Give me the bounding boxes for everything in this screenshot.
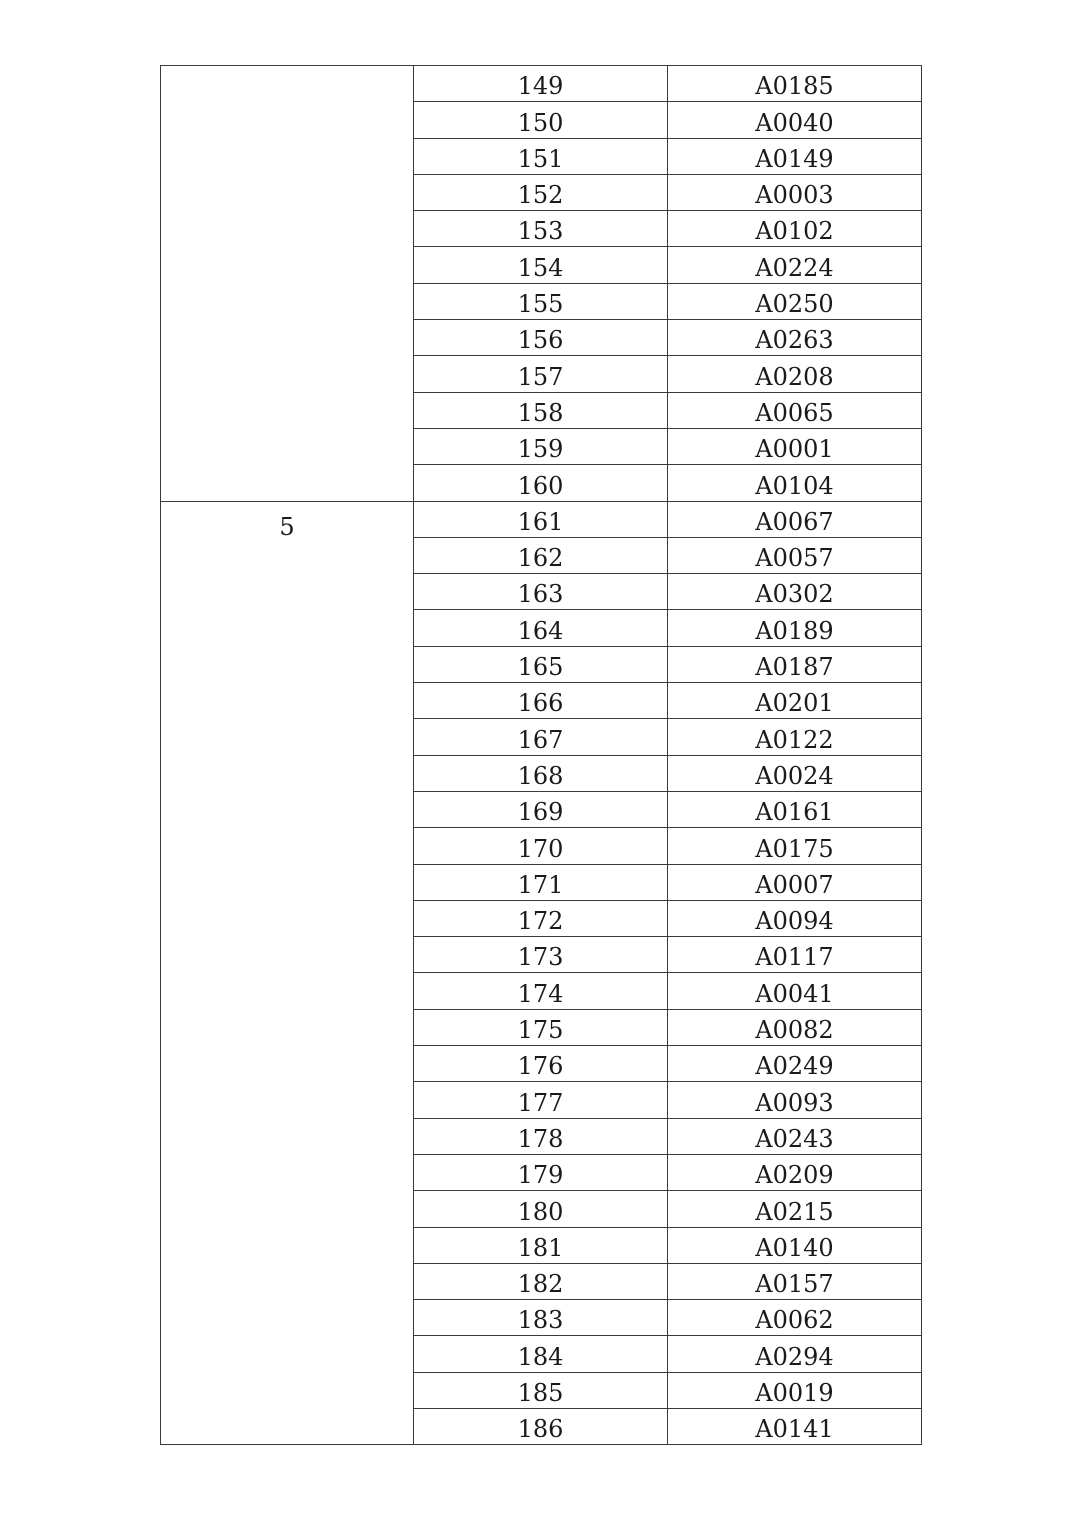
candidate-code-cell: A0209	[668, 1154, 922, 1190]
candidate-code-cell: A0041	[668, 973, 922, 1009]
sequence-number-cell: 155	[414, 283, 668, 319]
sequence-number-cell: 168	[414, 755, 668, 791]
sequence-number-cell: 149	[414, 66, 668, 102]
candidate-code-cell: A0062	[668, 1300, 922, 1336]
candidate-code-cell: A0263	[668, 320, 922, 356]
sequence-number-cell: 159	[414, 428, 668, 464]
sequence-number-cell: 180	[414, 1191, 668, 1227]
candidate-code-cell: A0065	[668, 392, 922, 428]
sequence-number-cell: 164	[414, 610, 668, 646]
candidate-code-cell: A0140	[668, 1227, 922, 1263]
candidate-code-cell: A0187	[668, 646, 922, 682]
sequence-number-cell: 161	[414, 501, 668, 537]
candidate-code-cell: A0019	[668, 1372, 922, 1408]
candidate-code-cell: A0003	[668, 174, 922, 210]
sequence-number-cell: 156	[414, 320, 668, 356]
sequence-number-cell: 176	[414, 1046, 668, 1082]
sequence-number-cell: 175	[414, 1009, 668, 1045]
candidate-code-cell: A0149	[668, 138, 922, 174]
sequence-number-cell: 150	[414, 102, 668, 138]
roster-table	[160, 65, 922, 1445]
table-row	[161, 66, 922, 102]
sequence-number-cell: 172	[414, 900, 668, 936]
candidate-code-cell: A0102	[668, 211, 922, 247]
candidate-code-cell: A0215	[668, 1191, 922, 1227]
sequence-number-cell: 151	[414, 138, 668, 174]
sequence-number-cell: 157	[414, 356, 668, 392]
candidate-code-cell: A0122	[668, 719, 922, 755]
sequence-number-cell: 179	[414, 1154, 668, 1190]
sequence-number-cell: 154	[414, 247, 668, 283]
group-cell	[161, 66, 414, 502]
candidate-code-cell: A0208	[668, 356, 922, 392]
sequence-number-cell: 160	[414, 465, 668, 501]
candidate-code-cell: A0175	[668, 828, 922, 864]
sequence-number-cell: 165	[414, 646, 668, 682]
candidate-code-cell: A0024	[668, 755, 922, 791]
sequence-number-cell: 171	[414, 864, 668, 900]
candidate-code-cell: A0294	[668, 1336, 922, 1372]
sequence-number-cell: 158	[414, 392, 668, 428]
group-cell: 5	[161, 501, 414, 1445]
sequence-number-cell: 166	[414, 683, 668, 719]
sequence-number-cell: 182	[414, 1263, 668, 1299]
candidate-code-cell: A0250	[668, 283, 922, 319]
sequence-number-cell: 170	[414, 828, 668, 864]
candidate-code-cell: A0161	[668, 791, 922, 827]
candidate-code-cell: A0040	[668, 102, 922, 138]
candidate-code-cell: A0104	[668, 465, 922, 501]
sequence-number-cell: 174	[414, 973, 668, 1009]
sequence-number-cell: 181	[414, 1227, 668, 1263]
roster-table-body	[161, 66, 922, 1445]
candidate-code-cell: A0249	[668, 1046, 922, 1082]
candidate-code-cell: A0082	[668, 1009, 922, 1045]
candidate-code-cell: A0302	[668, 574, 922, 610]
candidate-code-cell: A0243	[668, 1118, 922, 1154]
candidate-code-cell: A0057	[668, 537, 922, 573]
sequence-number-cell: 177	[414, 1082, 668, 1118]
sequence-number-cell: 186	[414, 1408, 668, 1444]
candidate-code-cell: A0001	[668, 428, 922, 464]
candidate-code-cell: A0185	[668, 66, 922, 102]
sequence-number-cell: 185	[414, 1372, 668, 1408]
sequence-number-cell: 163	[414, 574, 668, 610]
sequence-number-cell: 173	[414, 937, 668, 973]
candidate-code-cell: A0117	[668, 937, 922, 973]
candidate-code-cell: A0157	[668, 1263, 922, 1299]
sequence-number-cell: 162	[414, 537, 668, 573]
candidate-code-cell: A0094	[668, 900, 922, 936]
sequence-number-cell: 153	[414, 211, 668, 247]
table-row	[161, 501, 922, 537]
sequence-number-cell: 167	[414, 719, 668, 755]
sequence-number-cell: 152	[414, 174, 668, 210]
candidate-code-cell: A0201	[668, 683, 922, 719]
sequence-number-cell: 184	[414, 1336, 668, 1372]
sequence-number-cell: 178	[414, 1118, 668, 1154]
candidate-code-cell: A0007	[668, 864, 922, 900]
candidate-code-cell: A0141	[668, 1408, 922, 1444]
sequence-number-cell: 183	[414, 1300, 668, 1336]
candidate-code-cell: A0224	[668, 247, 922, 283]
candidate-code-cell: A0189	[668, 610, 922, 646]
sequence-number-cell: 169	[414, 791, 668, 827]
candidate-code-cell: A0093	[668, 1082, 922, 1118]
candidate-code-cell: A0067	[668, 501, 922, 537]
